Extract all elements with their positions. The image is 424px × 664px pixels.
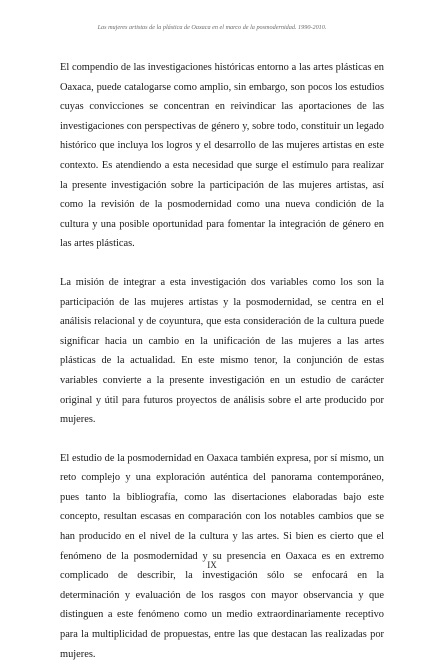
page-number: IX xyxy=(207,560,217,570)
body-text xyxy=(60,58,384,664)
paragraph-2: La misión de integrar a esta investigación dos variables como los son la participación de las mujeres artistas y la posmodernidad, se centra en el análisis relacional y de coyuntura, que esta consideración de la cultura puede significar hacia un cambio en la unificación de las mujeres a las artes plásticas de la actualidad. En este mismo tenor, la conjunción de estas variables convierte a la presente investigación en un estudio de carácter original y útil para futuros proyectos de análisis sobre el arte producido por mujeres. xyxy=(60,276,384,426)
paragraph-1: El compendio de las investigaciones históricas entorno a las artes plásticas en Oaxaca, puede catalogarse como amplio, sin embargo, son pocos los estudios cuyas convicciones se concentran en reivindicar las aportaciones de las investigaciones con perspectivas de género y, sobre todo, constituir un legado histórico que incluya los logros y el desarrollo de las mujeres artistas en este contexto. Es atendiendo a esta necesidad que surge el estímulo para realizar la presente investigación sobre la participación de las mujeres artistas, así como la revisión de la posmodernidad como una nueva condición de la cultura y una posible oportunidad para fomentar la integración de género en las artes plásticas. xyxy=(60,62,384,250)
running-header: Las mujeres artistas de la plástica de Oaxaca en el marco de la posmodernidad. 1990-2010. xyxy=(97,24,327,31)
paragraph-3: El estudio de la posmodernidad en Oaxaca también expresa, por sí mismo, un reto complejo y una exploración auténtica del panorama contemporáneo, pues tanto la bibliografía, como las disertaciones elaboradas bajo este concepto, resultan escasas en comparación con los notables cambios que se han producido en el nivel de la cultura y las artes. Si bien es cierto que el fenómeno de la posmodernidad y su presencia en Oaxaca es en extremo complicado de describir, la investigación sólo se enfocará en la determinación y evaluación de los rasgos con mayor observancia y que distinguen a este fenómeno como un medio extraordinariamente receptivo para la multiplicidad de propuestas, entre las que destacan las realizadas por mujeres. xyxy=(60,452,384,660)
